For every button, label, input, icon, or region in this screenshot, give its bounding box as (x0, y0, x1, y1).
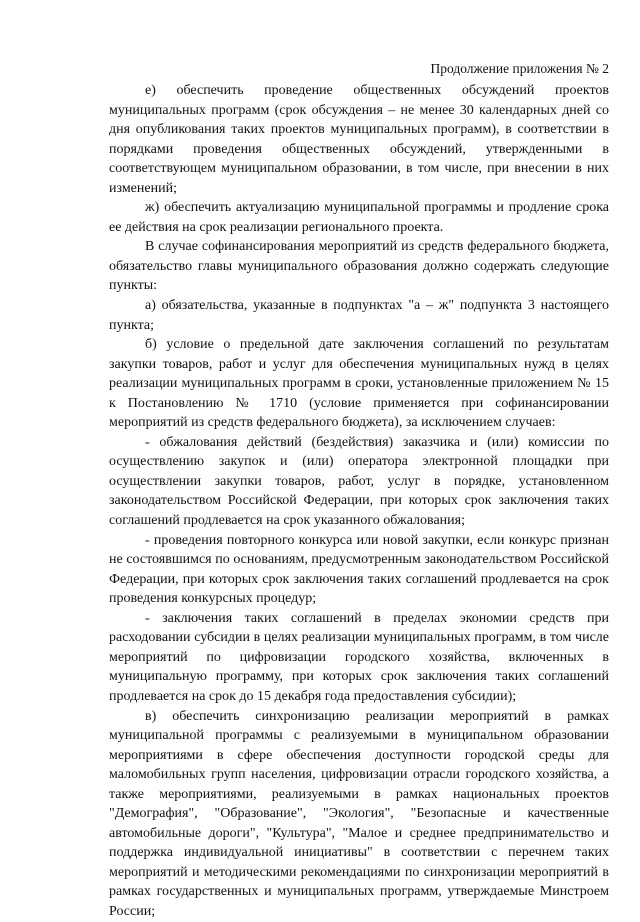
document-body (109, 81, 609, 922)
paragraph-zh: ж) обеспечить актуализацию муниципальной программы и продление срока ее действия на срок реализации регионального проекта. (109, 200, 609, 235)
paragraph-savings: - заключения таких соглашений в пределах экономии средств при расходовании субсидии в целях реализации муниципальных программ, в том числе мероприятий по цифровизации городского хозяйства, включенных в муниципальную программу, при которых срок заключения таких соглашений продлевается на срок до 15 декабря года предоставления субсидии); (109, 610, 609, 704)
paragraph-v: в) обеспечить синхронизацию реализации мероприятий в рамках муниципальной программы с реализуемыми в муниципальном образовании мероприятиями в сфере обеспечения доступности городской среды для маломобильных групп населения, цифровизации отрасли городского хозяйства, а также мероприятиями, реализуемыми в рамках национальных проектов "Демография", "Образование", "Экология", "Безопасные и качественные автомобильные дороги", "Культура", "Малое и среднее предпринимательство и поддержка индивидуальной инициативы" в соответствии с перечнем таких мероприятий и методическими рекомендациями по синхронизации мероприятий в рамках государственных и муниципальных программ, утверждаемые Минстроем России; (109, 708, 609, 919)
page-header: Продолжение приложения № 2 (430, 61, 609, 76)
paragraph-b: б) условие о предельной дате заключения соглашений по результатам закупки товаров, работ и услуг для обеспечения муниципальных нужд в целях реализации муниципальных программ в сроки, установленные приложением № 15 к Постановлению № 1710 (условие применяется при софинансировании мероприятий из средств федерального бюджета), за исключением случаев: (109, 337, 609, 431)
paragraph-e: е) обеспечить проведение общественных обсуждений проектов муниципальных программ (срок обсуждения – не менее 30 календарных дней со дня опубликования таких проектов муниципальных программ), в соответствии в порядками проведения общественных обсуждений, утвержденными в соответствующем муниципальном образовании, в том числе, при внесении в них изменений; (109, 83, 609, 196)
paragraph-a: а) обязательства, указанные в подпунктах "а – ж" подпункта 3 настоящего пункта; (109, 298, 609, 333)
paragraph-cofinancing: В случае софинансирования мероприятий из средств федерального бюджета, обязательство главы муниципального образования должно содержать следующие пункты: (109, 239, 609, 294)
paragraph-appeal: - обжалования действий (бездействия) заказчика и (или) комиссии по осуществлению закупок и (или) оператора электронной площадки при осуществлении закупки товаров, работ, услуг в порядке, установленном законодательством Российской Федерации, при которых срок заключения таких соглашений продлевается на срок указанного обжалования; (109, 434, 609, 529)
paragraph-repeat-tender: - проведения повторного конкурса или новой закупки, если конкурс признан не состоявшимся по основаниям, предусмотренным законодательством Российской Федерации, при которых срок заключения таких соглашений продлевается на срок проведения конкурсных процедур; (109, 532, 609, 607)
